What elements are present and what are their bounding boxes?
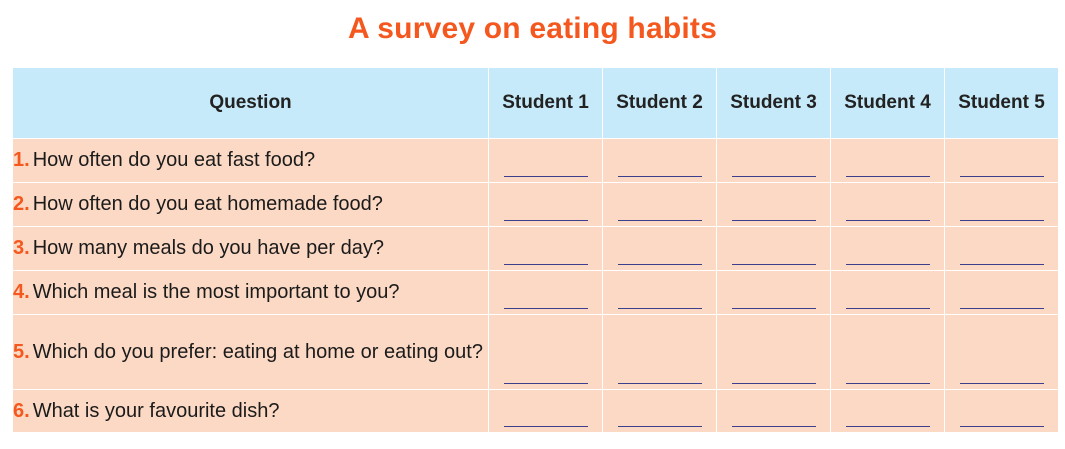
answer-blank[interactable] (618, 251, 702, 265)
answer-blank[interactable] (504, 295, 588, 309)
column-header-question: Question (13, 68, 489, 139)
table-header (13, 68, 1059, 139)
answer-blank[interactable] (732, 207, 816, 221)
column-header-student-5: Student 5 (945, 68, 1059, 139)
answer-cell-student-2[interactable] (603, 390, 717, 433)
table-row (13, 139, 1059, 183)
answer-blank[interactable] (846, 413, 930, 427)
answer-cell-student-5[interactable] (945, 183, 1059, 227)
question-number: 6. (13, 399, 30, 422)
survey-table-wrapper (12, 67, 1053, 433)
answer-blank[interactable] (960, 163, 1044, 177)
question-text: What is your favourite dish? (32, 399, 280, 422)
answer-cell-student-5[interactable] (945, 271, 1059, 315)
answer-blank[interactable] (618, 163, 702, 177)
answer-cell-student-1[interactable] (489, 183, 603, 227)
answer-cell-student-5[interactable] (945, 227, 1059, 271)
answer-blank[interactable] (846, 251, 930, 265)
question-number: 3. (13, 237, 30, 260)
answer-blank[interactable] (960, 207, 1044, 221)
question-text: Which do you prefer: eating at home or eating out? (32, 340, 483, 363)
answer-blank[interactable] (960, 295, 1044, 309)
column-header-student-1: Student 1 (489, 68, 603, 139)
question-number: 2. (13, 193, 30, 216)
answer-cell-student-1[interactable] (489, 390, 603, 433)
answer-blank[interactable] (960, 370, 1044, 384)
header-row (13, 68, 1059, 139)
question-cell (13, 139, 489, 183)
answer-cell-student-4[interactable] (831, 390, 945, 433)
answer-cell-student-2[interactable] (603, 315, 717, 390)
question-number: 4. (13, 281, 30, 304)
answer-blank[interactable] (618, 295, 702, 309)
answer-cell-student-3[interactable] (717, 183, 831, 227)
answer-blank[interactable] (618, 370, 702, 384)
question-cell (13, 271, 489, 315)
table-row (13, 227, 1059, 271)
answer-blank[interactable] (732, 370, 816, 384)
question-cell (13, 390, 489, 433)
answer-cell-student-5[interactable] (945, 390, 1059, 433)
question-text: Which meal is the most important to you? (32, 281, 400, 304)
answer-blank[interactable] (732, 413, 816, 427)
question-number: 5. (13, 340, 30, 363)
answer-blank[interactable] (504, 370, 588, 384)
survey-table (12, 67, 1059, 433)
answer-cell-student-1[interactable] (489, 139, 603, 183)
question-cell (13, 227, 489, 271)
answer-cell-student-3[interactable] (717, 390, 831, 433)
answer-cell-student-3[interactable] (717, 139, 831, 183)
answer-blank[interactable] (732, 251, 816, 265)
answer-blank[interactable] (732, 295, 816, 309)
question-text: How many meals do you have per day? (32, 237, 384, 260)
answer-cell-student-2[interactable] (603, 271, 717, 315)
table-row (13, 271, 1059, 315)
answer-cell-student-2[interactable] (603, 227, 717, 271)
answer-blank[interactable] (618, 207, 702, 221)
answer-cell-student-4[interactable] (831, 227, 945, 271)
answer-blank[interactable] (846, 295, 930, 309)
answer-cell-student-4[interactable] (831, 271, 945, 315)
column-header-student-3: Student 3 (717, 68, 831, 139)
question-number: 1. (13, 149, 30, 172)
question-text: How often do you eat fast food? (32, 149, 316, 172)
column-header-student-2: Student 2 (603, 68, 717, 139)
answer-blank[interactable] (504, 207, 588, 221)
answer-cell-student-2[interactable] (603, 139, 717, 183)
table-row (13, 315, 1059, 390)
answer-blank[interactable] (960, 251, 1044, 265)
answer-blank[interactable] (732, 163, 816, 177)
answer-cell-student-5[interactable] (945, 139, 1059, 183)
table-row (13, 390, 1059, 433)
answer-blank[interactable] (504, 413, 588, 427)
column-header-student-4: Student 4 (831, 68, 945, 139)
answer-cell-student-4[interactable] (831, 183, 945, 227)
answer-blank[interactable] (960, 413, 1044, 427)
answer-cell-student-3[interactable] (717, 227, 831, 271)
question-text: How often do you eat homemade food? (32, 193, 383, 216)
answer-cell-student-3[interactable] (717, 271, 831, 315)
answer-cell-student-1[interactable] (489, 227, 603, 271)
answer-cell-student-3[interactable] (717, 315, 831, 390)
answer-blank[interactable] (504, 163, 588, 177)
question-cell (13, 183, 489, 227)
answer-cell-student-5[interactable] (945, 315, 1059, 390)
table-body (13, 139, 1059, 433)
table-row (13, 183, 1059, 227)
answer-blank[interactable] (504, 251, 588, 265)
answer-cell-student-2[interactable] (603, 183, 717, 227)
answer-blank[interactable] (846, 163, 930, 177)
answer-cell-student-1[interactable] (489, 271, 603, 315)
question-cell (13, 315, 489, 390)
answer-blank[interactable] (618, 413, 702, 427)
answer-blank[interactable] (846, 370, 930, 384)
answer-blank[interactable] (846, 207, 930, 221)
answer-cell-student-1[interactable] (489, 315, 603, 390)
answer-cell-student-4[interactable] (831, 139, 945, 183)
page-title: A survey on eating habits (348, 12, 717, 45)
answer-cell-student-4[interactable] (831, 315, 945, 390)
